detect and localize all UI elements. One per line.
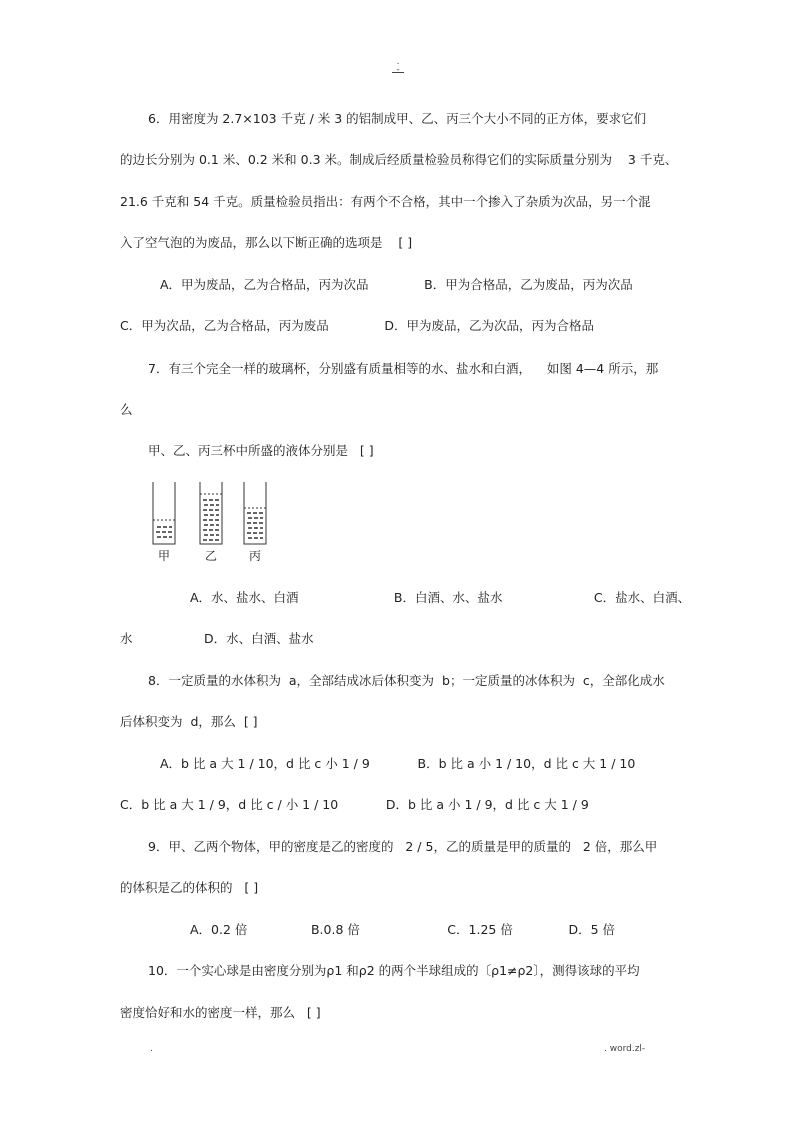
- q9-options: A．0.2 倍 B.0.8 倍 C．1.25 倍 D．5 倍: [190, 922, 616, 937]
- q8-line-1: 8．一定质量的水体积为 a，全部结成冰后体积变为 b；一定质量的冰体积为 c，全部化成水: [148, 673, 665, 688]
- glass-label-bing: 丙: [248, 549, 262, 563]
- page-header-mark: . -: [392, 58, 404, 73]
- q6-options-cd: C．甲为次品，乙为合格品，丙为废品 D．甲为废品，乙为次品，丙为合格品: [120, 318, 594, 333]
- q10-line-1: 10．一个实心球是由密度分别为ρ1 和ρ2 的两个半球组成的〔ρ1≠ρ2〕，测得该球的平均: [148, 963, 640, 978]
- q7-options-abc: A．水、盐水、白酒 B．白酒、水、盐水 C．盐水、白酒、: [190, 590, 691, 605]
- q8-options-cd: C．b 比 a 大 1 / 9，d 比 c / 小 1 / 10 D．b 比 a 小 1 / 9，d 比 c 大 1 / 9: [120, 797, 589, 812]
- q9-line-2: 的体积是乙的体积的 [ ]: [120, 880, 259, 895]
- q6-line-2: 的边长分别为 0.1 米、0.2 米和 0.3 米。制成后经质量检验员称得它们的实际质量分别为 3 千克、: [120, 152, 678, 167]
- footer-left-mark: .: [150, 1044, 153, 1054]
- footer-source: . word.zl-: [604, 1044, 646, 1054]
- glass-label-yi: 乙: [204, 549, 218, 563]
- glass-bing: [244, 482, 266, 544]
- q6-options-ab: A．甲为废品，乙为合格品，丙为次品 B．甲为合格品，乙为废品，丙为次品: [160, 277, 633, 292]
- three-glasses-figure: [148, 478, 278, 568]
- glass-jia: [153, 482, 175, 544]
- q7-options-cd: 水 D．水、白酒、盐水: [120, 631, 314, 646]
- q8-options-ab: A．b 比 a 大 1 / 10，d 比 c 小 1 / 9 B．b 比 a 小 1 / 10，d 比 c 大 1 / 10: [160, 756, 636, 771]
- q7-line-1: 7．有三个完全一样的玻璃杯，分别盛有质量相等的水、盐水和白酒， 如图 4—4 所示，那: [148, 361, 659, 376]
- q6-line-1: 6．用密度为 2.7×103 千克 / 米 3 的铝制成甲、乙、丙三个大小不同的正方体，要求它们: [148, 111, 647, 126]
- glass-yi: [200, 482, 222, 544]
- glass-label-jia: 甲: [157, 549, 171, 563]
- q7-line-3: 甲、乙、丙三杯中所盛的液体分别是 [ ]: [148, 443, 374, 458]
- q6-line-4: 入了空气泡的为废品，那么以下断正确的选项是 [ ]: [120, 235, 413, 250]
- q7-line-2: 么: [120, 402, 133, 417]
- q8-line-2: 后体积变为 d，那么 [ ]: [120, 714, 258, 729]
- q9-line-1: 9．甲、乙两个物体，甲的密度是乙的密度的 2 / 5，乙的质量是甲的质量的 2 倍，那么甲: [148, 839, 658, 854]
- q10-line-2: 密度恰好和水的密度一样，那么 [ ]: [120, 1005, 321, 1020]
- q6-line-3: 21.6 千克和 54 千克。质量检验员指出：有两个不合格，其中一个掺入了杂质为次品，另一个混: [120, 194, 651, 209]
